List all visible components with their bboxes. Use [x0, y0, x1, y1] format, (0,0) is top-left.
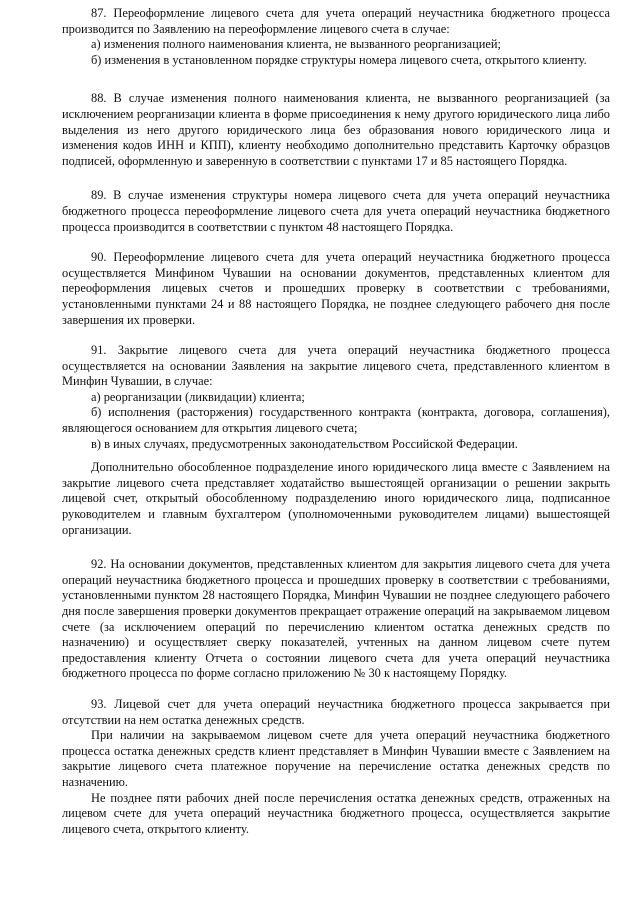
document-page	[62, 6, 610, 837]
spacer	[62, 68, 610, 91]
paragraph-87-item-b: б) изменения в установленном порядке структуры номера лицевого счета, открытого клиенту.	[91, 52, 587, 67]
paragraph-93-third: Не позднее пяти рабочих дней после перечисления остатка денежных средств, отраженных на лицевом счете для учета операций неучастника бюджетного процесса, осуществляется закрытие лицевого счета, открытого клиенту.	[62, 790, 610, 836]
paragraph-91-extra: Дополнительно обособленное подразделение иного юридического лица вместе с Заявлением на закрытие лицевого счета представляет ходатайство вышестоящей организации о решении закрыть лицевой счет, открытый обособленному подразделению иного юридического лица, подписанное руководителем и главным бухгалтером (уполномоченными руководителем лицами) вышестоящей организации.	[62, 460, 610, 537]
paragraph-91: 91. Закрытие лицевого счета для учета операций неучастника бюджетного процесса осуществляется на основании Заявления на закрытие лицевого счета, представленного клиентом в Минфин Чувашии, в случае:	[62, 343, 610, 389]
paragraph-91-item-b: б) исполнения (расторжения) государственного контракта (контракта, договора, соглашения), являющегося основанием для открытия лицевого счета;	[62, 405, 610, 436]
paragraph-93: 93. Лицевой счет для учета операций неучастника бюджетного процесса закрывается при отсутствии на нем остатка денежных средств.	[62, 696, 610, 727]
paragraph-87-item-a: а) изменения полного наименования клиента, не вызванного реорганизацией;	[91, 37, 501, 52]
paragraph-93-second: При наличии на закрываемом лицевом счете для учета операций неучастника бюджетного процесса остатка денежных средств клиент представляет в Минфин Чувашии вместе с Заявлением на закрытие лицевого счета платежное поручение на перечисление остатка денежных средств по назначению.	[62, 728, 610, 789]
paragraph-90: 90. Переоформление лицевого счета для учета операций неучастника бюджетного процесса осуществляется Минфином Чувашии на основании документов, представленных клиентом для переоформления лицевых счетов и прошедших проверку в соответствии с требованиями, установленными пунктами 24 и 88 настоящего Порядка, не позднее следующего рабочего дня после завершения их проверки.	[62, 250, 610, 327]
spacer	[62, 328, 610, 343]
spacer	[62, 169, 610, 188]
paragraph-92: 92. На основании документов, представленных клиентом для закрытия лицевого счета для учета операций неучастника бюджетного процесса и прошедших проверку в соответствии с требованиями, установленными пунктом 28 настоящего Порядка, Минфин Чувашии не позднее следующего рабочего дня после завершения проверки документов прекращает отражение операций на закрываемом лицевом счете (за исключением операций по перечислению клиентом остатка денежных средств по назначению) и осуществляет сверку показателей, учтенных на данном лицевом счете путем предоставления клиенту Отчета о состоянии лицевого счета для учета операций неучастника бюджетного процесса по форме согласно приложению № 30 к настоящему Порядку.	[62, 557, 610, 681]
paragraph-91-item-c: в) в иных случаях, предусмотренных законодательством Российской Федерации.	[91, 436, 518, 451]
paragraph-89: 89. В случае изменения структуры номера лицевого счета для учета операций неучастника бюджетного процесса переоформление лицевого счета для учета операций неучастника бюджетного процесса производится в соответствии с пунктом 48 настоящего Порядка.	[62, 188, 610, 234]
spacer	[62, 538, 610, 557]
spacer	[62, 682, 610, 697]
paragraph-88: 88. В случае изменения полного наименования клиента, не вызванного реорганизацией (за исключением реорганизации клиента в форме присоединения к нему другого юридического лица либо выделения из него другого юридического лица без образования нового юридического лица и изменения кодов ИНН и КПП), клиенту необходимо дополнительно представить Карточку образцов подписей, оформленную и заверенную в соответствии с пунктами 17 и 85 настоящего Порядка.	[62, 91, 610, 168]
spacer	[62, 235, 610, 250]
paragraph-87: 87. Переоформление лицевого счета для учета операций неучастника бюджетного процесса производится по Заявлению на переоформление лицевого счета в случае:	[62, 6, 610, 36]
spacer	[62, 452, 610, 460]
paragraph-91-item-a: а) реорганизации (ликвидации) клиента;	[91, 389, 305, 404]
